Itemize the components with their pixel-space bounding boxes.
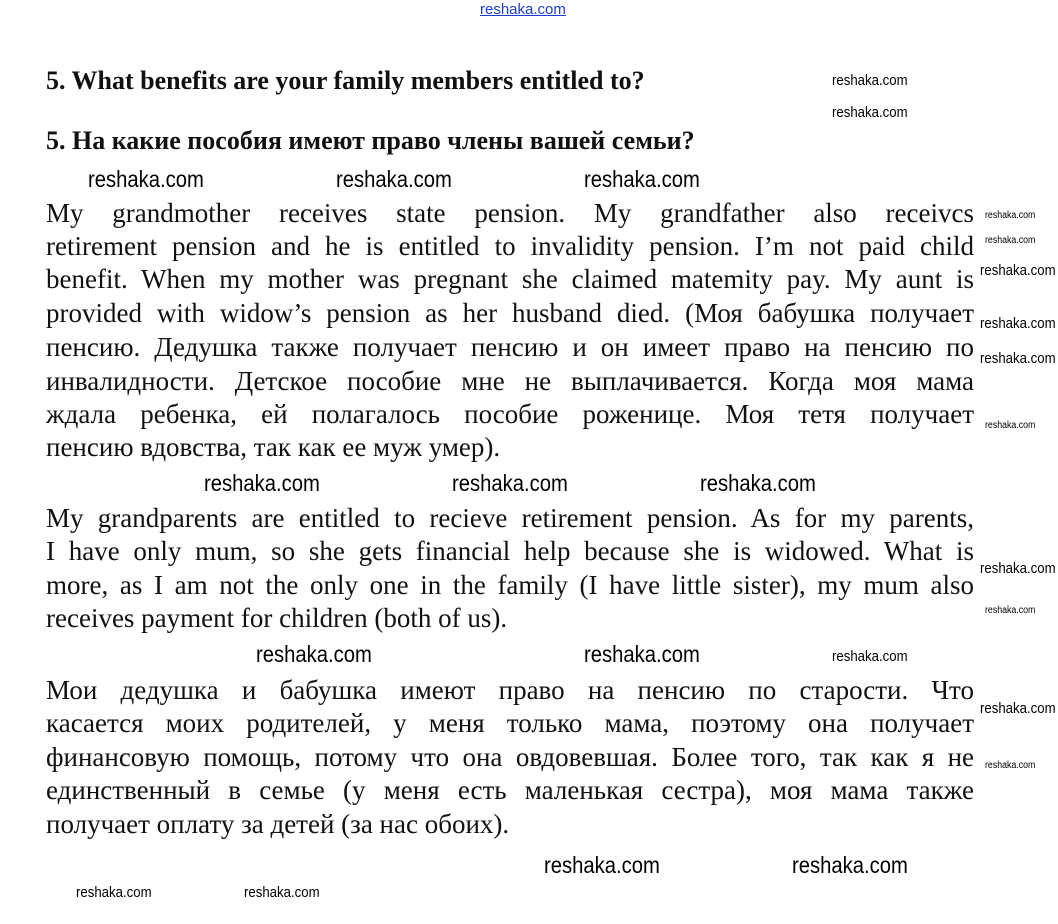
watermark: reshaka.com bbox=[244, 884, 320, 901]
text-line: касается моих родителей, у меня только мама, поэтому она получает bbox=[46, 708, 974, 738]
text-line: единственный в семье (у меня есть маленькая сестра), моя мама также bbox=[46, 775, 974, 805]
text-line: I have only mum, so she gets financial help because she is widowed. What is bbox=[46, 536, 974, 566]
watermark: reshaka.com bbox=[336, 166, 452, 192]
watermark: reshaka.com bbox=[832, 104, 908, 121]
watermark: reshaka.com bbox=[76, 884, 152, 901]
watermark: reshaka.com bbox=[204, 470, 320, 496]
watermark: reshaka.com bbox=[980, 560, 1056, 577]
watermark: reshaka.com bbox=[544, 852, 660, 878]
watermark: reshaka.com bbox=[985, 235, 1036, 246]
text-line: пенсию. Дедушка также получает пенсию и он имеет право на пенсию по bbox=[46, 332, 974, 362]
watermark: reshaka.com bbox=[452, 470, 568, 496]
text-line: My grandparents are entitled to recieve retirement pension. As for my parents, bbox=[46, 503, 974, 533]
watermark: reshaka.com bbox=[980, 350, 1056, 367]
text-line: retirement pension and he is entitled to invalidity pension. I’m not paid child bbox=[46, 231, 974, 261]
watermark: reshaka.com bbox=[985, 420, 1036, 431]
watermark: reshaka.com bbox=[832, 648, 908, 665]
watermark: reshaka.com bbox=[700, 470, 816, 496]
watermark: reshaka.com bbox=[985, 760, 1036, 771]
watermark: reshaka.com bbox=[256, 641, 372, 667]
site-link[interactable]: reshaka.com bbox=[480, 1, 566, 18]
text-line: benefit. When my mother was pregnant she claimed matemity pay. My aunt is bbox=[46, 264, 974, 294]
text-line: получает оплату за детей (за нас обоих). bbox=[46, 809, 510, 839]
watermark: reshaka.com bbox=[980, 700, 1056, 717]
watermark: reshaka.com bbox=[832, 72, 908, 89]
text-line: Мои дедушка и бабушка имеют право на пенсию по старости. Что bbox=[46, 675, 974, 705]
text-line: ждала ребенка, ей полагалось пособие роженице. Моя тетя получает bbox=[46, 399, 974, 429]
question-russian: 5. На какие пособия имеют право члены вашей семьи? bbox=[46, 126, 695, 155]
text-line: инвалидности. Детское пособие мне не выплачивается. Когда моя мама bbox=[46, 366, 974, 396]
watermark: reshaka.com bbox=[584, 641, 700, 667]
watermark: reshaka.com bbox=[985, 210, 1036, 221]
question-english: 5. What benefits are your family members entitled to? bbox=[46, 66, 645, 95]
watermark: reshaka.com bbox=[792, 852, 908, 878]
text-line: пенсию вдовства, так как ее муж умер). bbox=[46, 432, 501, 462]
watermark: reshaka.com bbox=[584, 166, 700, 192]
text-line: provided with widow’s pension as her husband died. (Моя бабушка получает bbox=[46, 298, 974, 328]
text-line: финансовую помощь, потому что она овдовевшая. Более того, так как я не bbox=[46, 742, 974, 772]
watermark: reshaka.com bbox=[980, 315, 1056, 332]
text-line: receives payment for children (both of us). bbox=[46, 603, 508, 633]
watermark: reshaka.com bbox=[980, 262, 1056, 279]
text-line: My grandmother receives state pension. My grandfather also receivcs bbox=[46, 198, 974, 228]
watermark: reshaka.com bbox=[985, 605, 1036, 616]
watermark: reshaka.com bbox=[88, 166, 204, 192]
text-line: more, as I am not the only one in the family (I have little sister), my mum also bbox=[46, 570, 974, 600]
